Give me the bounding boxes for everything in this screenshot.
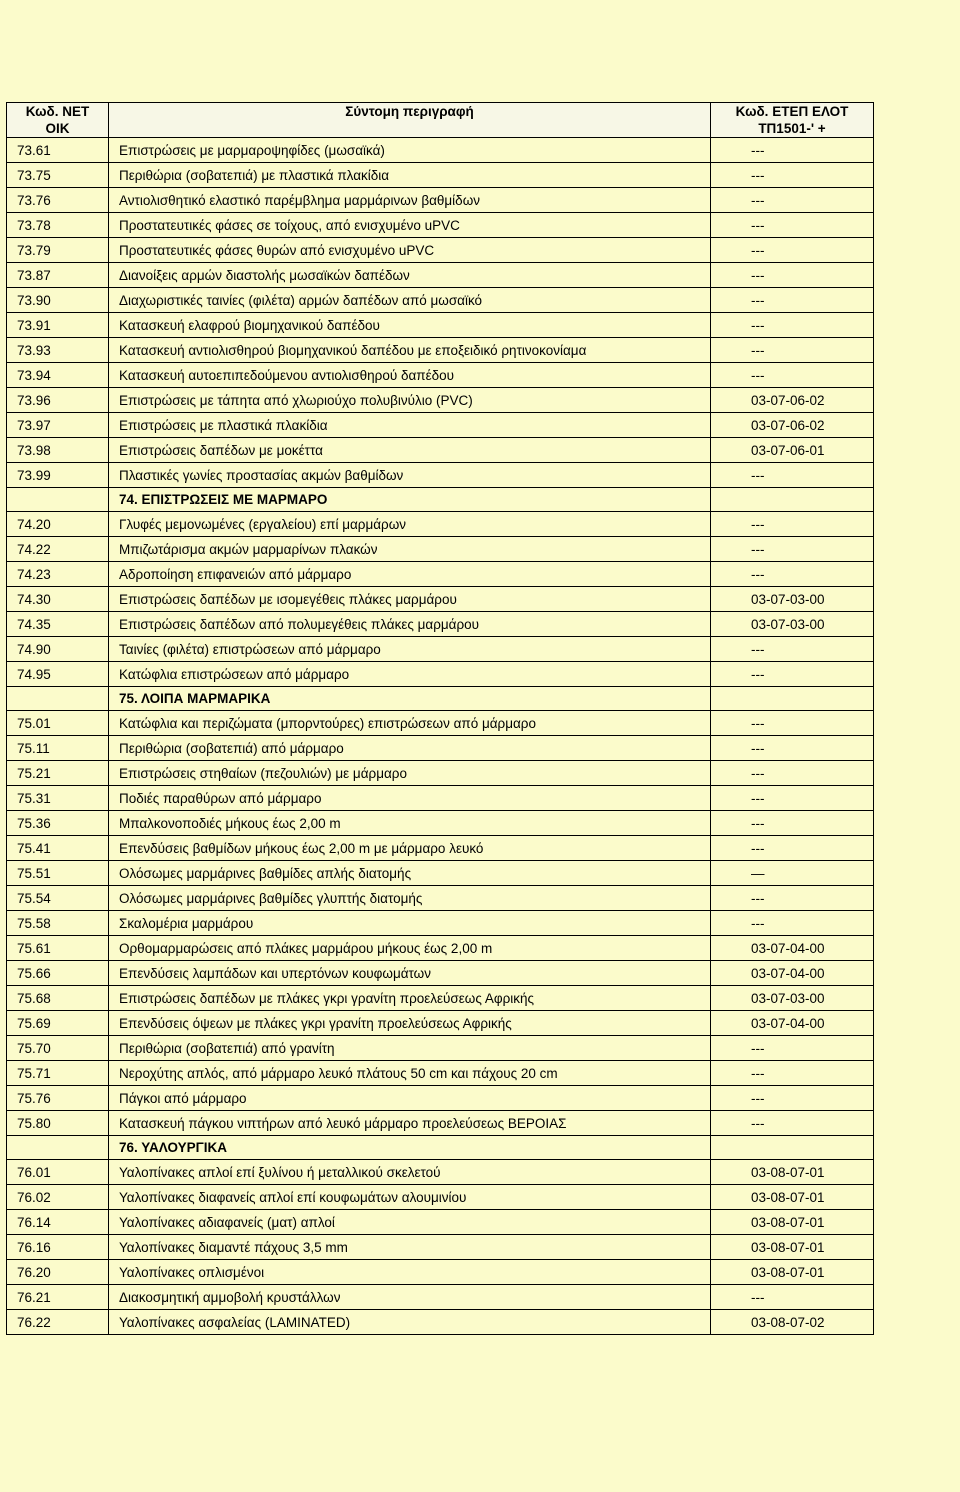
table-row (7, 911, 874, 936)
item-etep-code: 03-07-03-00 (711, 986, 874, 1011)
section-code-cell (7, 687, 109, 711)
table-row (7, 338, 874, 363)
item-code: 75.31 (7, 786, 109, 811)
table-row (7, 711, 874, 736)
section-etep-cell (711, 488, 874, 512)
item-code: 75.68 (7, 986, 109, 1011)
item-etep-code: --- (711, 138, 874, 163)
item-code: 74.20 (7, 512, 109, 537)
item-code: 73.91 (7, 313, 109, 338)
table-row (7, 836, 874, 861)
item-code: 75.54 (7, 886, 109, 911)
item-description: Σκαλομέρια μαρμάρου (109, 911, 711, 936)
item-etep-code: --- (711, 363, 874, 388)
table-row (7, 363, 874, 388)
table-row (7, 213, 874, 238)
table-row (7, 1285, 874, 1310)
section-row (7, 488, 874, 512)
item-code: 75.71 (7, 1061, 109, 1086)
item-code: 74.90 (7, 637, 109, 662)
table-row (7, 263, 874, 288)
item-description: Γλυφές μεμονωμένες (εργαλείου) επί μαρμάρων (109, 512, 711, 537)
table-row (7, 288, 874, 313)
item-etep-code: --- (711, 1036, 874, 1061)
item-etep-code: --- (711, 736, 874, 761)
item-etep-code: --- (711, 263, 874, 288)
item-code: 73.94 (7, 363, 109, 388)
item-etep-code: --- (711, 1285, 874, 1310)
item-etep-code: 03-08-07-01 (711, 1160, 874, 1185)
column-header-etep-line2: ΤΠ1501-' + (758, 121, 826, 136)
table-row (7, 1185, 874, 1210)
item-description: Πλαστικές γωνίες προστασίας ακμών βαθμίδων (109, 463, 711, 488)
item-etep-code: --- (711, 761, 874, 786)
item-etep-code: 03-08-07-02 (711, 1310, 874, 1335)
item-etep-code: --- (711, 786, 874, 811)
item-description: Επενδύσεις βαθμίδων μήκους έως 2,00 m με μάρμαρο λευκό (109, 836, 711, 861)
item-code: 73.78 (7, 213, 109, 238)
column-header-description-label: Σύντομη περιγραφή (345, 104, 474, 119)
item-description: Υαλοπίνακες απλοί επί ξυλίνου ή μεταλλικού σκελετού (109, 1160, 711, 1185)
column-header-etep (711, 103, 874, 138)
item-code: 76.21 (7, 1285, 109, 1310)
item-code: 73.98 (7, 438, 109, 463)
item-code: 73.96 (7, 388, 109, 413)
column-header-description (109, 103, 711, 138)
table-row (7, 811, 874, 836)
item-description: Ολόσωμες μαρμάρινες βαθμίδες γλυπτής διατομής (109, 886, 711, 911)
item-code: 76.01 (7, 1160, 109, 1185)
item-code: 76.14 (7, 1210, 109, 1235)
table-row (7, 1210, 874, 1235)
table-row (7, 413, 874, 438)
item-description: Νεροχύτης απλός, από μάρμαρο λευκό πλάτους 50 cm και πάχους 20 cm (109, 1061, 711, 1086)
item-etep-code: 03-07-06-02 (711, 413, 874, 438)
item-description: Περιθώρια (σοβατεπιά) με πλαστικά πλακίδια (109, 163, 711, 188)
item-code: 75.51 (7, 861, 109, 886)
table-row (7, 612, 874, 637)
section-etep-cell (711, 687, 874, 711)
item-code: 74.23 (7, 562, 109, 587)
table-row (7, 886, 874, 911)
item-code: 75.36 (7, 811, 109, 836)
section-row (7, 687, 874, 711)
item-etep-code: --- (711, 711, 874, 736)
item-etep-code: 03-08-07-01 (711, 1260, 874, 1285)
item-etep-code: --- (711, 637, 874, 662)
table-row (7, 637, 874, 662)
item-etep-code: --- (711, 1061, 874, 1086)
item-code: 75.61 (7, 936, 109, 961)
item-etep-code: — (711, 861, 874, 886)
item-code: 75.70 (7, 1036, 109, 1061)
item-description: Ποδιές παραθύρων από μάρμαρο (109, 786, 711, 811)
section-code-cell (7, 488, 109, 512)
section-row (7, 1136, 874, 1160)
table-row (7, 1011, 874, 1036)
item-description: Επιστρώσεις δαπέδων με μοκέττα (109, 438, 711, 463)
item-code: 75.21 (7, 761, 109, 786)
item-description: Υαλοπίνακες διαφανείς απλοί επί κουφωμάτων αλουμινίου (109, 1185, 711, 1210)
item-etep-code: 03-07-06-01 (711, 438, 874, 463)
item-code: 75.80 (7, 1111, 109, 1136)
item-description: Υαλοπίνακες διαμαντέ πάχους 3,5 mm (109, 1235, 711, 1260)
table-row (7, 587, 874, 612)
item-description: Υαλοπίνακες αδιαφανείς (ματ) απλοί (109, 1210, 711, 1235)
item-description: Κατασκευή ελαφρού βιομηχανικού δαπέδου (109, 313, 711, 338)
item-description: Πάγκοι από μάρμαρο (109, 1086, 711, 1111)
item-etep-code: --- (711, 836, 874, 861)
item-code: 75.69 (7, 1011, 109, 1036)
table-row (7, 1086, 874, 1111)
item-code: 73.79 (7, 238, 109, 263)
item-description: Περιθώρια (σοβατεπιά) από γρανίτη (109, 1036, 711, 1061)
item-code: 75.66 (7, 961, 109, 986)
item-code: 74.95 (7, 662, 109, 687)
item-etep-code: --- (711, 886, 874, 911)
table-row (7, 463, 874, 488)
item-description: Επιστρώσεις δαπέδων με πλάκες γκρι γρανίτη προελεύσεως Αφρικής (109, 986, 711, 1011)
item-etep-code: --- (711, 1086, 874, 1111)
item-etep-code: 03-07-04-00 (711, 936, 874, 961)
item-code: 73.99 (7, 463, 109, 488)
table-row (7, 662, 874, 687)
item-description: Μπιζωτάρισμα ακμών μαρμαρίνων πλακών (109, 537, 711, 562)
item-code: 76.16 (7, 1235, 109, 1260)
item-etep-code: 03-07-03-00 (711, 612, 874, 637)
item-description: Κατασκευή αυτοεπιπεδούμενου αντιολισθηρού δαπέδου (109, 363, 711, 388)
item-code: 73.75 (7, 163, 109, 188)
item-description: Κατασκευή πάγκου νιπτήρων από λευκό μάρμαρο προελεύσεως ΒΕΡΟΙΑΣ (109, 1111, 711, 1136)
item-etep-code: 03-08-07-01 (711, 1185, 874, 1210)
price-list-table (6, 102, 874, 1335)
table-row (7, 313, 874, 338)
section-etep-cell (711, 1136, 874, 1160)
item-etep-code: 03-08-07-01 (711, 1210, 874, 1235)
item-etep-code: --- (711, 313, 874, 338)
item-etep-code: --- (711, 811, 874, 836)
section-code-cell (7, 1136, 109, 1160)
column-header-etep-line1: Κωδ. ΕΤΕΠ ΕΛΟΤ (735, 104, 849, 119)
item-description: Επιστρώσεις δαπέδων από πολυμεγέθεις πλάκες μαρμάρου (109, 612, 711, 637)
item-description: Περιθώρια (σοβατεπιά) από μάρμαρο (109, 736, 711, 761)
item-description: Επιστρώσεις με πλαστικά πλακίδια (109, 413, 711, 438)
item-etep-code: --- (711, 537, 874, 562)
item-etep-code: --- (711, 463, 874, 488)
table-row (7, 438, 874, 463)
item-description: Ταινίες (φιλέτα) επιστρώσεων από μάρμαρο (109, 637, 711, 662)
item-code: 75.01 (7, 711, 109, 736)
item-etep-code: 03-07-04-00 (711, 1011, 874, 1036)
table-row (7, 138, 874, 163)
item-code: 75.58 (7, 911, 109, 936)
table-row (7, 986, 874, 1011)
table-row (7, 562, 874, 587)
table-row (7, 1036, 874, 1061)
table-row (7, 936, 874, 961)
table-header-row (7, 103, 874, 138)
item-code: 73.87 (7, 263, 109, 288)
item-description: Ορθομαρμαρώσεις από πλάκες μαρμάρου μήκους έως 2,00 m (109, 936, 711, 961)
table-row (7, 188, 874, 213)
item-etep-code: --- (711, 662, 874, 687)
table-row (7, 238, 874, 263)
item-etep-code: --- (711, 288, 874, 313)
item-etep-code: --- (711, 911, 874, 936)
item-description: Υαλοπίνακες οπλισμένοι (109, 1260, 711, 1285)
item-description: Κατώφλια και περιζώματα (μπορντούρες) επιστρώσεων από μάρμαρο (109, 711, 711, 736)
column-header-code-line2: ΟΙΚ (45, 121, 70, 136)
item-code: 73.97 (7, 413, 109, 438)
item-code: 75.11 (7, 736, 109, 761)
item-etep-code: --- (711, 163, 874, 188)
item-code: 76.20 (7, 1260, 109, 1285)
item-code: 74.35 (7, 612, 109, 637)
item-etep-code: --- (711, 238, 874, 263)
table-row (7, 1061, 874, 1086)
item-code: 76.22 (7, 1310, 109, 1335)
item-description: Επιστρώσεις στηθαίων (πεζουλιών) με μάρμαρο (109, 761, 711, 786)
section-title: 76. ΥΑΛΟΥΡΓΙΚΑ (109, 1136, 711, 1160)
item-etep-code: --- (711, 562, 874, 587)
table-row (7, 786, 874, 811)
table-row (7, 736, 874, 761)
item-description: Κατασκευή αντιολισθηρού βιομηχανικού δαπέδου με εποξειδικό ρητινοκονίαμα (109, 338, 711, 363)
item-code: 73.61 (7, 138, 109, 163)
item-etep-code: --- (711, 1111, 874, 1136)
table-row (7, 512, 874, 537)
item-description: Διαχωριστικές ταινίες (φιλέτα) αρμών δαπέδων από μωσαϊκό (109, 288, 711, 313)
item-description: Κατώφλια επιστρώσεων από μάρμαρο (109, 662, 711, 687)
item-description: Υαλοπίνακες ασφαλείας (LAMINATED) (109, 1310, 711, 1335)
item-description: Αδροποίηση επιφανειών από μάρμαρο (109, 562, 711, 587)
item-etep-code: --- (711, 188, 874, 213)
item-code: 73.93 (7, 338, 109, 363)
item-description: Διακοσμητική αμμοβολή κρυστάλλων (109, 1285, 711, 1310)
item-description: Επιστρώσεις με μαρμαροψηφίδες (μωσαϊκά) (109, 138, 711, 163)
item-code: 73.76 (7, 188, 109, 213)
item-code: 74.30 (7, 587, 109, 612)
item-etep-code: --- (711, 512, 874, 537)
column-header-code (7, 103, 109, 138)
item-description: Επενδύσεις όψεων με πλάκες γκρι γρανίτη προελεύσεως Αφρικής (109, 1011, 711, 1036)
table-row (7, 388, 874, 413)
item-description: Διανοίξεις αρμών διαστολής μωσαϊκών δαπέδων (109, 263, 711, 288)
section-title: 74. ΕΠΙΣΤΡΩΣΕΙΣ ΜΕ ΜΑΡΜΑΡΟ (109, 488, 711, 512)
table-row (7, 1111, 874, 1136)
item-code: 73.90 (7, 288, 109, 313)
item-description: Επιστρώσεις δαπέδων με ισομεγέθεις πλάκες μαρμάρου (109, 587, 711, 612)
item-etep-code: --- (711, 213, 874, 238)
item-code: 74.22 (7, 537, 109, 562)
item-etep-code: --- (711, 338, 874, 363)
item-code: 75.41 (7, 836, 109, 861)
item-etep-code: 03-07-03-00 (711, 587, 874, 612)
table-row (7, 163, 874, 188)
item-description: Προστατευτικές φάσες θυρών από ενισχυμένο uPVC (109, 238, 711, 263)
table-body (7, 138, 874, 1335)
table-row (7, 861, 874, 886)
item-etep-code: 03-07-06-02 (711, 388, 874, 413)
item-etep-code: 03-08-07-01 (711, 1235, 874, 1260)
item-description: Επενδύσεις λαμπάδων και υπερτόνων κουφωμάτων (109, 961, 711, 986)
item-code: 75.76 (7, 1086, 109, 1111)
item-description: Επιστρώσεις με τάπητα από χλωριούχο πολυβινύλιο (PVC) (109, 388, 711, 413)
item-code: 76.02 (7, 1185, 109, 1210)
item-description: Ολόσωμες μαρμάρινες βαθμίδες απλής διατομής (109, 861, 711, 886)
item-etep-code: 03-07-04-00 (711, 961, 874, 986)
table-row (7, 1260, 874, 1285)
table-row (7, 1235, 874, 1260)
table-row (7, 961, 874, 986)
table-row (7, 537, 874, 562)
section-title: 75. ΛΟΙΠΑ ΜΑΡΜΑΡΙΚΑ (109, 687, 711, 711)
column-header-code-line1: Κωδ. ΝΕΤ (25, 104, 90, 119)
table-row (7, 1310, 874, 1335)
item-description: Προστατευτικές φάσες σε τοίχους, από ενισχυμένο uPVC (109, 213, 711, 238)
item-description: Μπαλκονοποδιές μήκους έως 2,00 m (109, 811, 711, 836)
item-description: Αντιολισθητικό ελαστικό παρέμβλημα μαρμάρινων βαθμίδων (109, 188, 711, 213)
table-row (7, 1160, 874, 1185)
table-row (7, 761, 874, 786)
